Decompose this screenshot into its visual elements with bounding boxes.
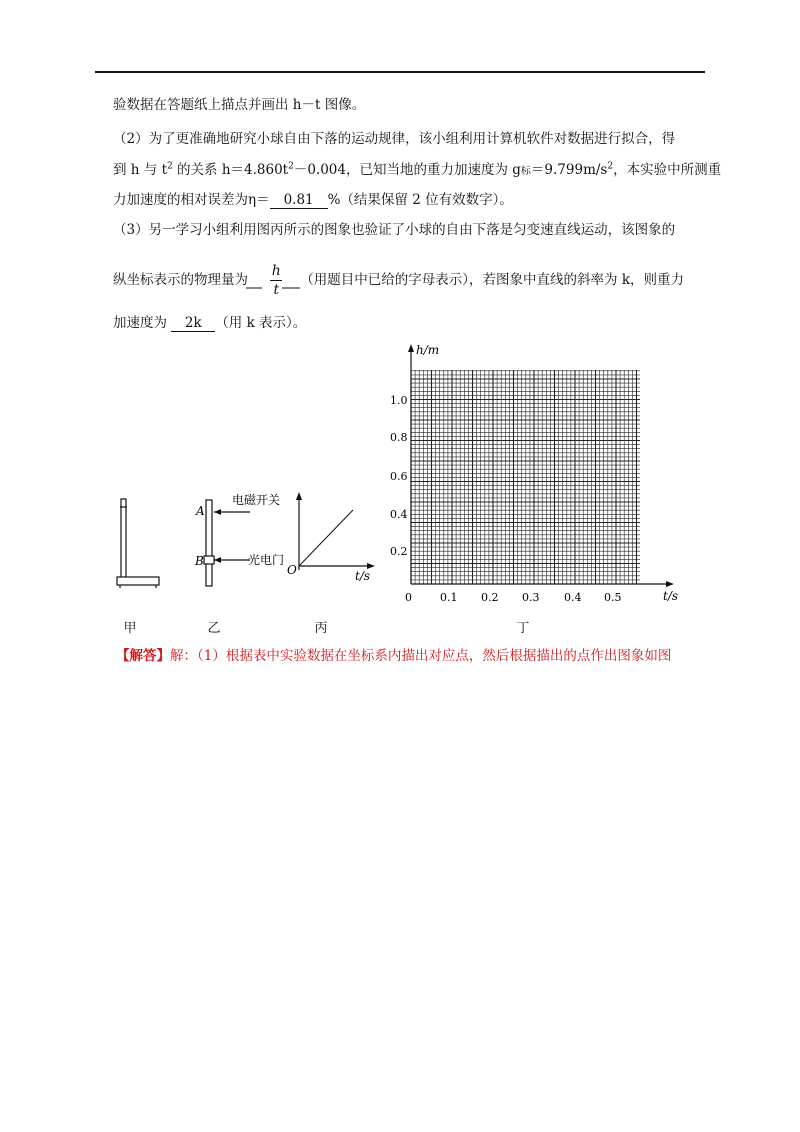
x-tick-label: 0.3 [522, 591, 540, 604]
para2-line3: 力加速度的相对误差为η＝ 0.81 %（结果保留 2 位有效数字）。 [113, 192, 513, 208]
y-tick-label: 1.0 [390, 394, 408, 407]
ding-xlabel: t/s [663, 589, 679, 603]
figure-yi-apparatus [190, 492, 300, 587]
solution-tag: 【解答】 [116, 648, 170, 664]
figure-bing-graph [285, 490, 385, 585]
para3-line1: （3）另一学习小组利用图丙所示的图象也验证了小球的自由下落是匀变速直线运动，该图象的 [113, 222, 676, 238]
para2-line2: 到 h 与 $t^2$ 的关系 $h=4.860t^2-0.004$，已知当地的重力加速度为 g标$=9.799m/s^2$，本实验中所测重 [113, 161, 722, 178]
para3-line3: 加速度为 2k （用 k 表示）。 [113, 315, 307, 331]
caption-bing: 丙 [314, 621, 328, 636]
label-switch: 电磁开关 [232, 493, 281, 507]
figure-jia-stand [112, 495, 162, 590]
x-tick-label: 0.1 [440, 591, 458, 604]
header-rule [95, 71, 705, 73]
para3-line2: 纵坐标表示的物理量为 $\frac{h}{t}$ （用题目中已给的字母表示），若图象中直线的斜率为 k，则重力 [113, 263, 685, 298]
para1-text: 验数据在答题纸上描点并画出 h－t 图像。 [113, 97, 366, 113]
x-tick-label: 0 [405, 591, 412, 604]
y-tick-label: 0.6 [390, 470, 408, 483]
fraction-h-over-t: $\frac{h}{t}$ [271, 263, 281, 298]
label-b: B [195, 554, 204, 568]
para2-line1: （2）为了更准确地研究小球自由下落的运动规律，该小组利用计算机软件对数据进行拟合，得 [113, 131, 676, 147]
y-tick-label: 0.4 [390, 508, 408, 521]
label-gate: 光电门 [248, 553, 285, 567]
x-tick-label: 0.5 [604, 591, 622, 604]
x-tick-label: 0.4 [564, 591, 582, 604]
y-tick-label: 0.2 [390, 545, 408, 558]
answer-g: 2k [171, 316, 215, 332]
y-tick-label: 0.8 [390, 431, 408, 444]
figure-ding-grid-chart [382, 338, 692, 610]
solution-line [116, 647, 671, 665]
origin-label: O [287, 563, 297, 577]
x-tick-label: 0.2 [481, 591, 499, 604]
caption-jia: 甲 [123, 621, 137, 636]
bing-line [299, 510, 353, 566]
answer-quantity-underline [246, 286, 300, 290]
label-a: A [196, 504, 205, 518]
answer-quantity [252, 263, 300, 298]
ding-ylabel: h/m [416, 343, 440, 357]
bing-xlabel: t/s [355, 569, 371, 583]
caption-ding: 丁 [516, 621, 530, 636]
answer-eta: 0.81 [270, 193, 328, 209]
caption-yi: 乙 [207, 621, 221, 636]
solution-text: 解：（1）根据表中实验数据在坐标系内描出对应点，然后根据描出的点作出图象如图 [170, 648, 672, 664]
